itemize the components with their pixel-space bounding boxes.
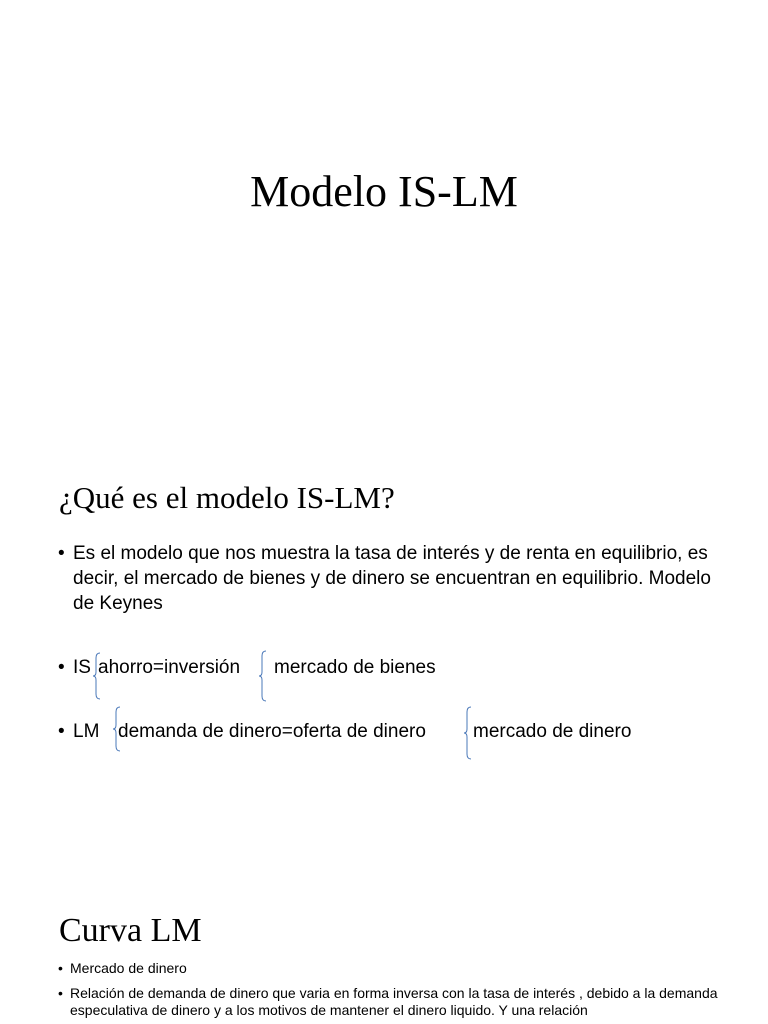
is-market: mercado de bienes [274,657,436,678]
intro-bullet-text: Es el modelo que nos muestra la tasa de interés y de renta en equilibrio, es decir, el mercado de bienes y de dinero se encuentran en equilibrio. Modelo de Keynes [73,543,711,614]
left-brace-icon [463,706,473,760]
bullet-dot: • [58,543,65,564]
is-label: IS [73,657,91,678]
slide-title: Modelo IS-LM [250,167,518,216]
section-heading-que-es: ¿Qué es el modelo IS-LM? [59,480,395,515]
is-equation: ahorro=inversión [98,657,241,678]
bullet-dot: • [58,960,63,976]
left-brace-icon [258,650,268,702]
list-item-text: Relación de demanda de dinero que varia en forma inversa con la tasa de interés , debido a la demanda especulativa de dinero y a los motivos de mantener el dinero liquido. Y una relación [70,985,718,1018]
bullet-dot: • [58,657,65,678]
list-item [58,985,718,1019]
bullet-dot: • [58,985,63,1001]
list-item-text: Mercado de dinero [70,960,187,976]
list-item [58,960,718,977]
intro-bullet [58,541,718,616]
lm-label: LM [73,721,100,742]
lm-equation: demanda de dinero=oferta de dinero [118,721,426,742]
section-heading-curva-lm: Curva LM [59,912,202,949]
bullet-dot: • [58,721,65,742]
lm-market: mercado de dinero [473,721,632,742]
